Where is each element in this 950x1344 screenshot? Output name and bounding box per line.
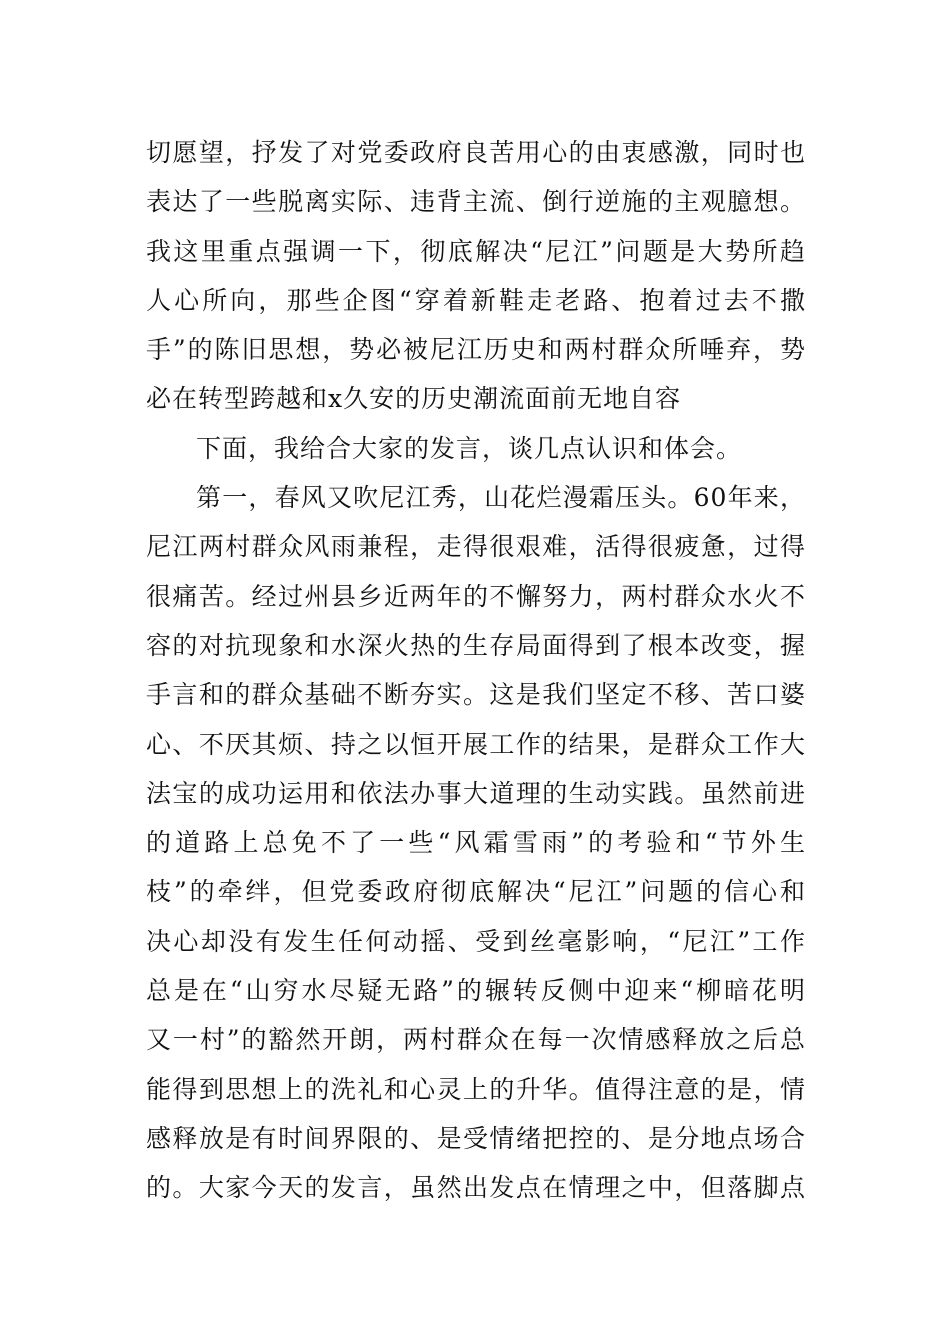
text-line: 我这里重点强调一下，彻底解决“尼江”问题是大势所趋 (146, 236, 806, 266)
text-line: 能得到思想上的洗礼和心灵上的升华。值得注意的是，情 (146, 1074, 806, 1104)
text-line: 心、不厌其烦、持之以恒开展工作的结果，是群众工作大 (146, 729, 806, 759)
text-line: 手言和的群众基础不断夯实。这是我们坚定不移、苦口婆 (146, 680, 806, 710)
text-line: 法宝的成功运用和依法办事大道理的生动实践。虽然前进 (146, 778, 806, 808)
text-line: 总是在“山穷水尽疑无路”的辗转反侧中迎来“柳暗花明 (146, 976, 806, 1006)
text-line: 表达了一些脱离实际、违背主流、倒行逆施的主观臆想。 (146, 187, 806, 217)
text-line: 决心却没有发生任何动摇、受到丝毫影响，“尼江”工作 (146, 926, 806, 956)
text-line: 又一村”的豁然开朗，两村群众在每一次情感释放之后总 (146, 1025, 806, 1055)
text-line: 的。大家今天的发言，虽然出发点在情理之中，但落脚点 (146, 1173, 806, 1203)
paragraph-start-line: 第一，春风又吹尼江秀，山花烂漫霜压头。60年来， (196, 483, 806, 513)
text-line: 切愿望，抒发了对党委政府良苦用心的由衷感激，同时也 (146, 138, 806, 167)
text-line: 枝”的牵绊，但党委政府彻底解决“尼江”问题的信心和 (146, 877, 806, 907)
text-line: 必在转型跨越和x久安的历史潮流面前无地自容 (146, 384, 682, 414)
text-line: 很痛苦。经过州县乡近两年的不懈努力，两村群众水火不 (146, 581, 806, 611)
text-line: 人心所向，那些企图“穿着新鞋走老路、抱着过去不撒 (146, 285, 806, 315)
text-line: 感释放是有时间界限的、是受情绪把控的、是分地点场合 (146, 1123, 806, 1153)
text-line: 的道路上总免不了一些“风霜雪雨”的考验和“节外生 (146, 828, 806, 858)
body-text (146, 128, 806, 1213)
paragraph-start-line: 下面，我给合大家的发言，谈几点认识和体会。 (196, 433, 743, 463)
text-line: 尼江两村群众风雨兼程，走得很艰难，活得很疲惫，过得 (146, 532, 806, 562)
text-line: 容的对抗现象和水深火热的生存局面得到了根本改变，握 (146, 630, 806, 660)
text-line: 手”的陈旧思想，势必被尼江历史和两村群众所唾弃，势 (146, 335, 806, 365)
